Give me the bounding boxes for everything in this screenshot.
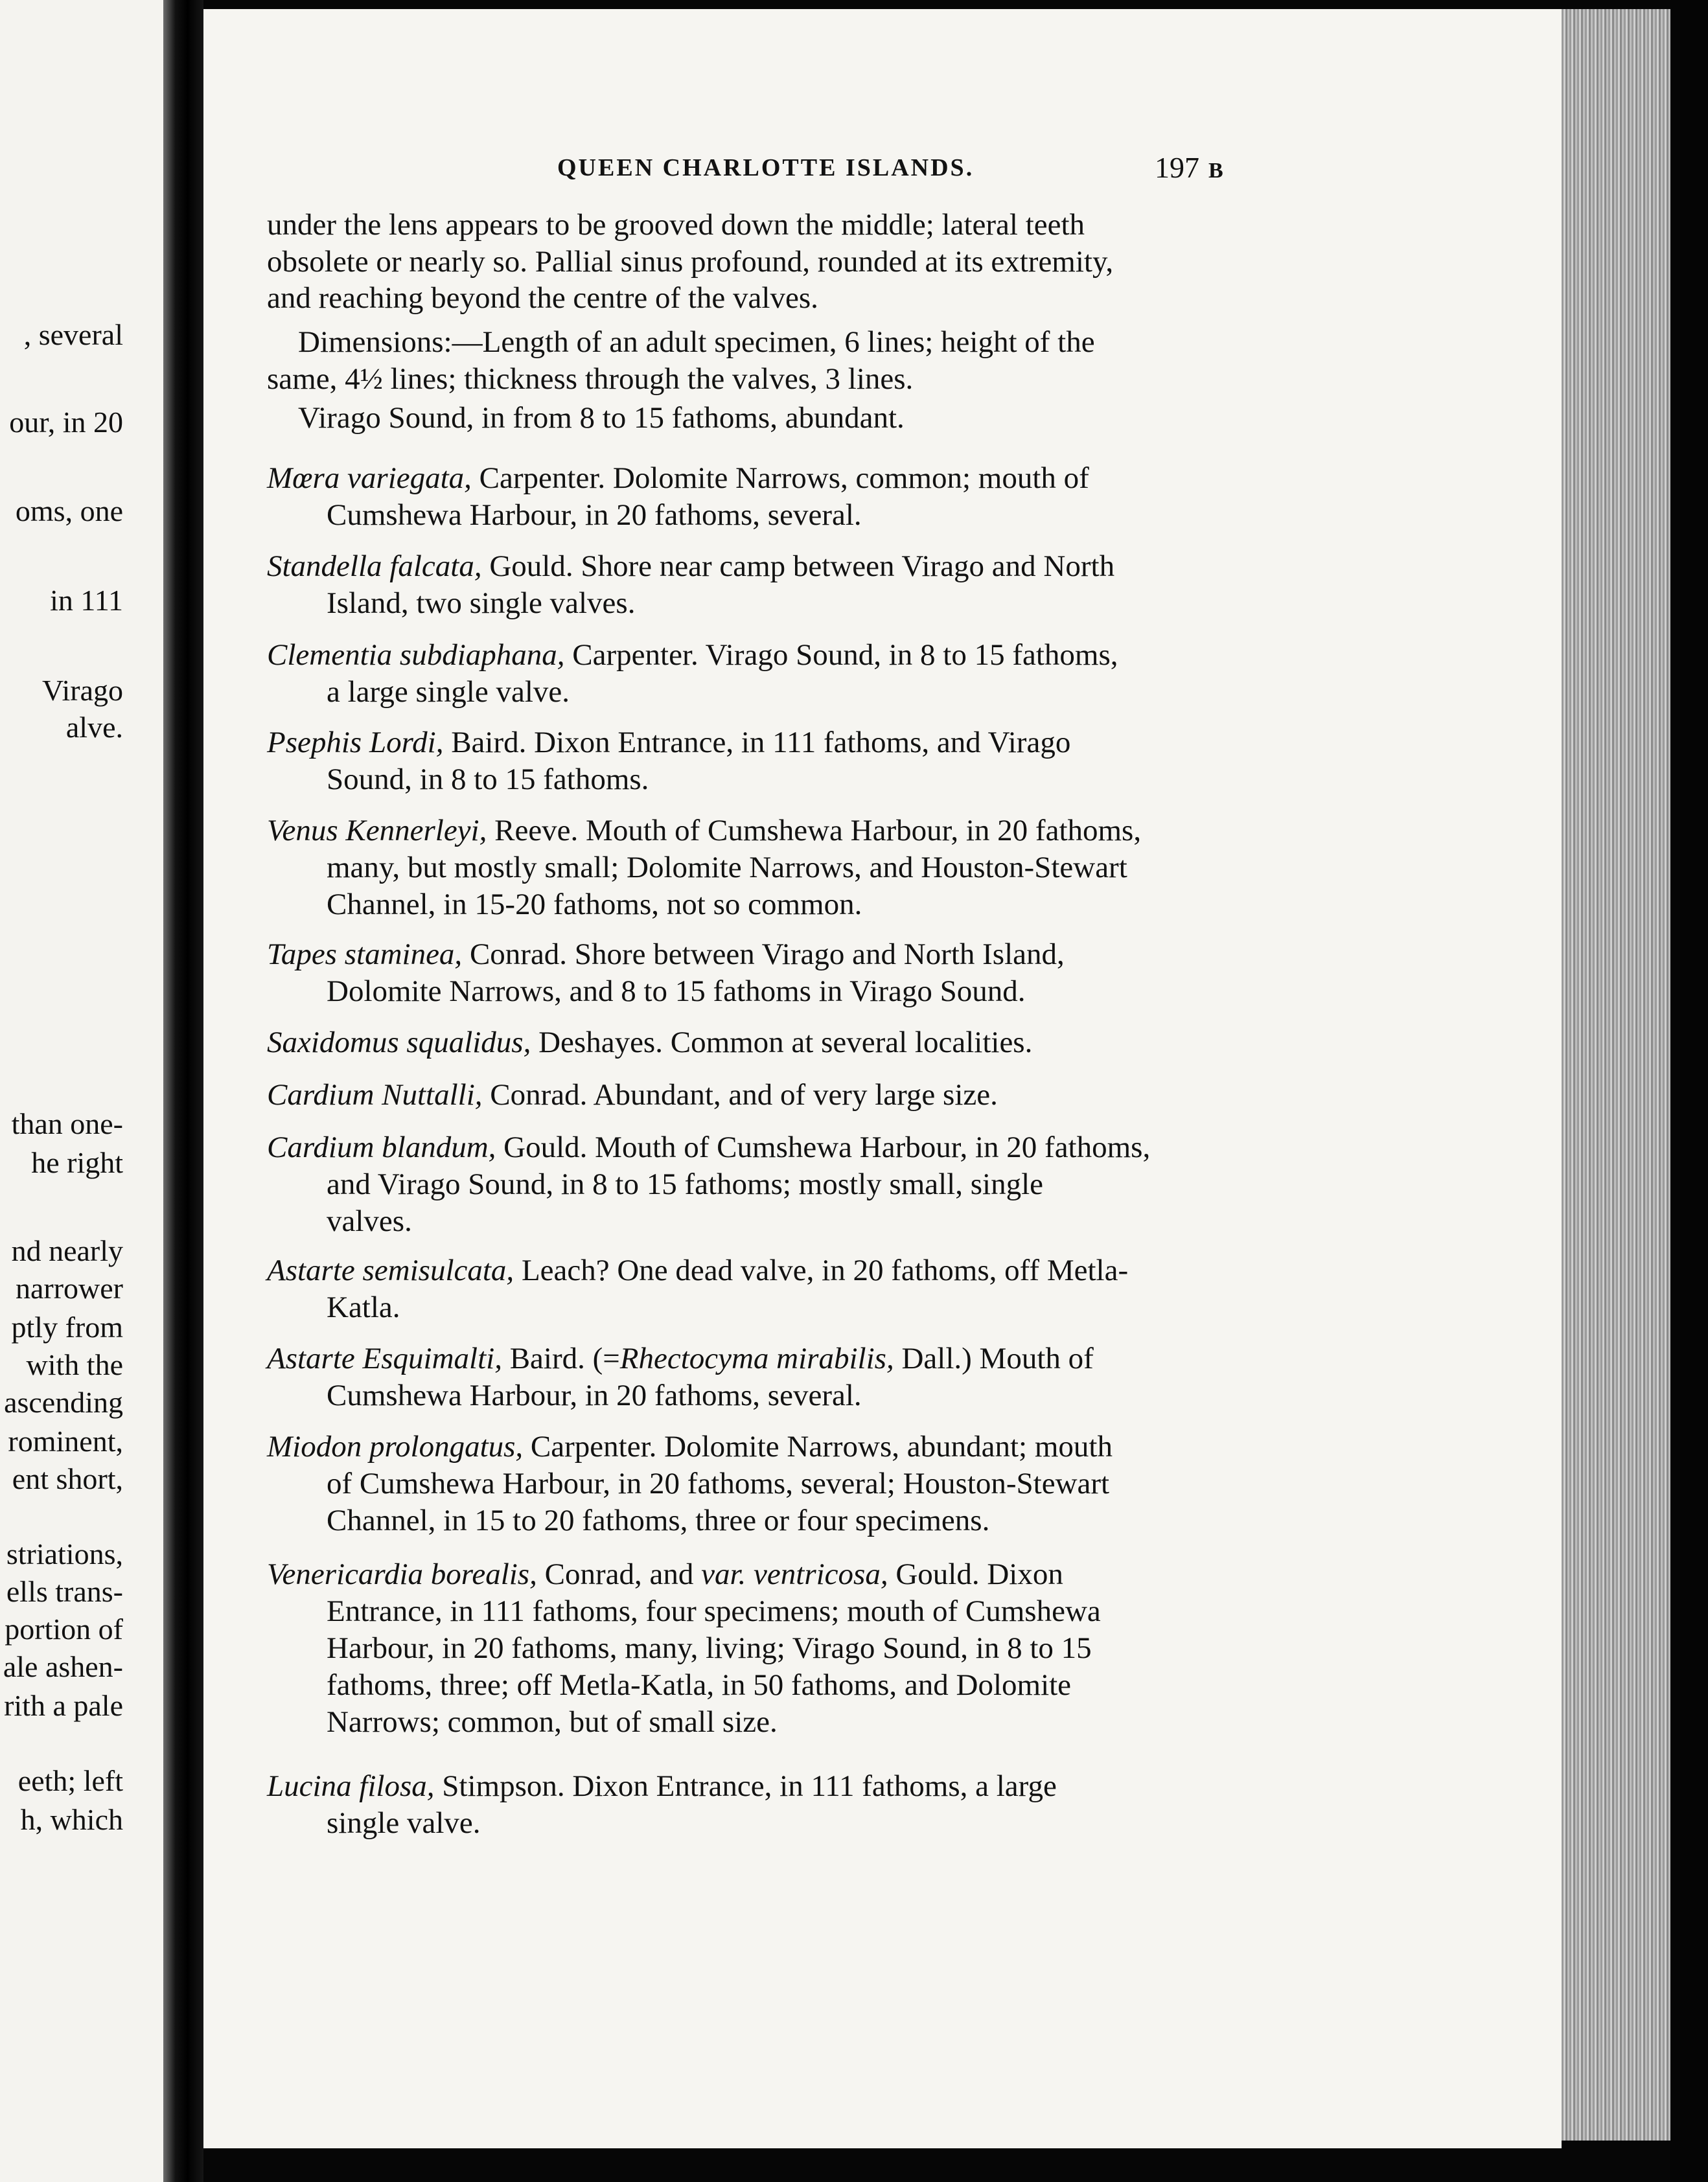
species-name: Cardium Nuttalli, <box>267 1078 483 1112</box>
intro-line: obsolete or nearly so. Pallial sinus profound, rounded at its extremity, <box>267 245 1114 279</box>
species-name: Astarte Esquimalti, <box>267 1342 502 1375</box>
left-page-text-fragment: with the <box>26 1348 123 1381</box>
left-page-text-fragment: than one- <box>11 1107 123 1140</box>
entry-text: Leach? One dead valve, in 20 fathoms, off Metla- <box>514 1254 1129 1287</box>
species-entry-continuation: single valve. <box>327 1806 481 1840</box>
species-entry-first-line <box>267 1132 1150 1163</box>
left-page-text-fragment: ascending <box>4 1386 123 1419</box>
entry-text: Dall.) Mouth of <box>894 1342 1094 1375</box>
left-page-text-fragment: rith a pale <box>4 1689 123 1722</box>
species-entry-continuation: valves. <box>327 1204 412 1238</box>
species-name: Standella falcata, <box>267 549 482 583</box>
left-page-text-fragment: Virago <box>42 674 123 707</box>
species-entry-continuation: Sound, in 8 to 15 fathoms. <box>327 763 649 796</box>
left-page-text-fragment: our, in 20 <box>9 406 123 439</box>
entry-text: Gould. Shore near camp between Virago and North <box>481 549 1115 583</box>
species-name: Venus Kennerleyi, <box>267 814 487 847</box>
species-name: Cardium blandum, <box>267 1131 496 1164</box>
species-entry-continuation: a large single valve. <box>327 675 570 709</box>
entry-text: Baird. Dixon Entrance, in 111 fathoms, and Virago <box>443 726 1071 759</box>
left-page-text-fragment: striations, <box>6 1537 123 1570</box>
species-name: Clementia subdiaphana, <box>267 638 565 672</box>
species-name: Saxidomus squalidus, <box>267 1026 531 1059</box>
left-page-text-fragment: in 111 <box>50 584 123 617</box>
dimensions-line: same, 4½ lines; thickness through the valves, 3 lines. <box>267 362 914 396</box>
species-entry-continuation: Harbour, in 20 fathoms, many, living; Virago Sound, in 8 to 15 <box>327 1631 1092 1665</box>
species-entry-first-line <box>267 816 1141 846</box>
entry-text: Reeve. Mouth of Cumshewa Harbour, in 20 fathoms, <box>487 814 1142 847</box>
left-page-text-fragment: oms, one <box>15 494 123 527</box>
book-cover-edge <box>1670 0 1708 2182</box>
species-name-secondary: var. ventricosa, <box>701 1557 888 1591</box>
entry-text: Gould. Dixon <box>888 1557 1063 1591</box>
left-page-text-fragment: ent short, <box>12 1462 123 1495</box>
species-entry-first-line <box>267 1771 1057 1802</box>
left-page-text-fragment: ptly from <box>11 1311 123 1344</box>
left-page-text-fragment: nd nearly <box>11 1234 123 1267</box>
entry-text: Deshayes. Common at several localities. <box>531 1026 1033 1059</box>
species-name: Lucina filosa, <box>267 1769 435 1803</box>
species-entry-continuation: Narrows; common, but of small size. <box>327 1705 778 1739</box>
entry-text: Carpenter. Virago Sound, in 8 to 15 fathoms, <box>564 638 1118 672</box>
page-number <box>1155 150 1225 185</box>
left-page-text-fragment: portion of <box>5 1613 123 1646</box>
left-page-text-fragment: eeth; left <box>17 1764 123 1797</box>
species-entry-continuation: of Cumshewa Harbour, in 20 fathoms, several; Houston-Stewart <box>327 1467 1110 1500</box>
page-block-edge <box>1562 9 1670 2141</box>
species-entry-continuation: Channel, in 15 to 20 fathoms, three or four specimens. <box>327 1504 990 1537</box>
species-entry-first-line <box>267 728 1070 758</box>
species-entry-first-line <box>267 1344 1094 1374</box>
left-page-text-fragment: he right <box>31 1146 123 1179</box>
left-page-text-fragment: alve. <box>65 711 123 744</box>
species-entry-first-line <box>267 463 1089 494</box>
entry-text: Carpenter. Dolomite Narrows, abundant; mouth <box>523 1430 1113 1464</box>
intro-line: under the lens appears to be grooved down the middle; lateral teeth <box>267 208 1085 242</box>
left-page-text-fragment: h, which <box>20 1803 123 1836</box>
species-entry-first-line <box>267 1256 1128 1286</box>
species-entry-continuation: Entrance, in 111 fathoms, four specimens; mouth of Cumshewa <box>327 1594 1101 1628</box>
left-page-text-fragment: rominent, <box>8 1425 123 1458</box>
book-gutter <box>163 0 203 2182</box>
species-name: Miodon prolongatus, <box>267 1430 524 1464</box>
species-entry-continuation: Channel, in 15-20 fathoms, not so common. <box>327 888 862 921</box>
left-page-text-fragment: ells trans- <box>6 1575 123 1608</box>
entry-text: Conrad. Shore between Virago and North Island, <box>462 937 1065 971</box>
species-entry-continuation: Dolomite Narrows, and 8 to 15 fathoms in Virago Sound. <box>327 974 1026 1008</box>
species-entry-continuation: and Virago Sound, in 8 to 15 fathoms; mostly small, single <box>327 1167 1043 1201</box>
page-number-suffix: B <box>1208 159 1225 183</box>
left-page-text-fragment: , several <box>23 318 123 351</box>
intro-line: and reaching beyond the centre of the valves. <box>267 281 818 315</box>
species-entry-first-line <box>267 1080 998 1110</box>
entry-text: Gould. Mouth of Cumshewa Harbour, in 20 fathoms, <box>496 1131 1151 1164</box>
species-entry-continuation: Cumshewa Harbour, in 20 fathoms, several. <box>327 1379 862 1412</box>
species-entry-first-line <box>267 640 1118 671</box>
locality-line: Virago Sound, in from 8 to 15 fathoms, abundant. <box>298 401 905 435</box>
species-name: Astarte semisulcata, <box>267 1254 514 1287</box>
entry-text: Stimpson. Dixon Entrance, in 111 fathoms, a large <box>434 1769 1057 1803</box>
species-entry-first-line <box>267 1432 1113 1462</box>
left-facing-page <box>0 0 163 2182</box>
species-entry-first-line <box>267 939 1065 970</box>
page-number-value: 197 <box>1155 151 1199 184</box>
species-name: Venericardia borealis, <box>267 1557 537 1591</box>
species-entry-continuation: many, but mostly small; Dolomite Narrows, and Houston-Stewart <box>327 851 1127 884</box>
species-entry-continuation: Cumshewa Harbour, in 20 fathoms, several. <box>327 498 862 532</box>
species-entry-first-line <box>267 1028 1032 1058</box>
entry-text: Conrad. Abundant, and of very large size. <box>482 1078 998 1112</box>
left-page-text-fragment: ale ashen- <box>3 1650 123 1683</box>
species-entry-first-line <box>267 551 1114 582</box>
species-entry-continuation: Island, two single valves. <box>327 586 636 620</box>
species-entry-first-line <box>267 1559 1063 1590</box>
dimensions-line: Dimensions:—Length of an adult specimen, 6 lines; height of the <box>298 325 1095 359</box>
left-page-text-fragment: narrower <box>15 1272 123 1305</box>
running-title: QUEEN CHARLOTTE ISLANDS. <box>557 154 975 181</box>
species-entry-continuation: Katla. <box>327 1291 400 1324</box>
species-name: Psephis Lordi, <box>267 726 444 759</box>
species-entry-continuation: fathoms, three; off Metla-Katla, in 50 fathoms, and Dolomite <box>327 1668 1072 1702</box>
entry-text: Carpenter. Dolomite Narrows, common; mouth of <box>471 461 1089 495</box>
species-name: Mœra variegata, <box>267 461 472 495</box>
entry-text: Conrad, and <box>537 1557 702 1591</box>
species-name-secondary: Rhectocyma mirabilis, <box>619 1342 894 1375</box>
entry-text: Baird. (= <box>502 1342 620 1375</box>
species-name: Tapes staminea, <box>267 937 463 971</box>
